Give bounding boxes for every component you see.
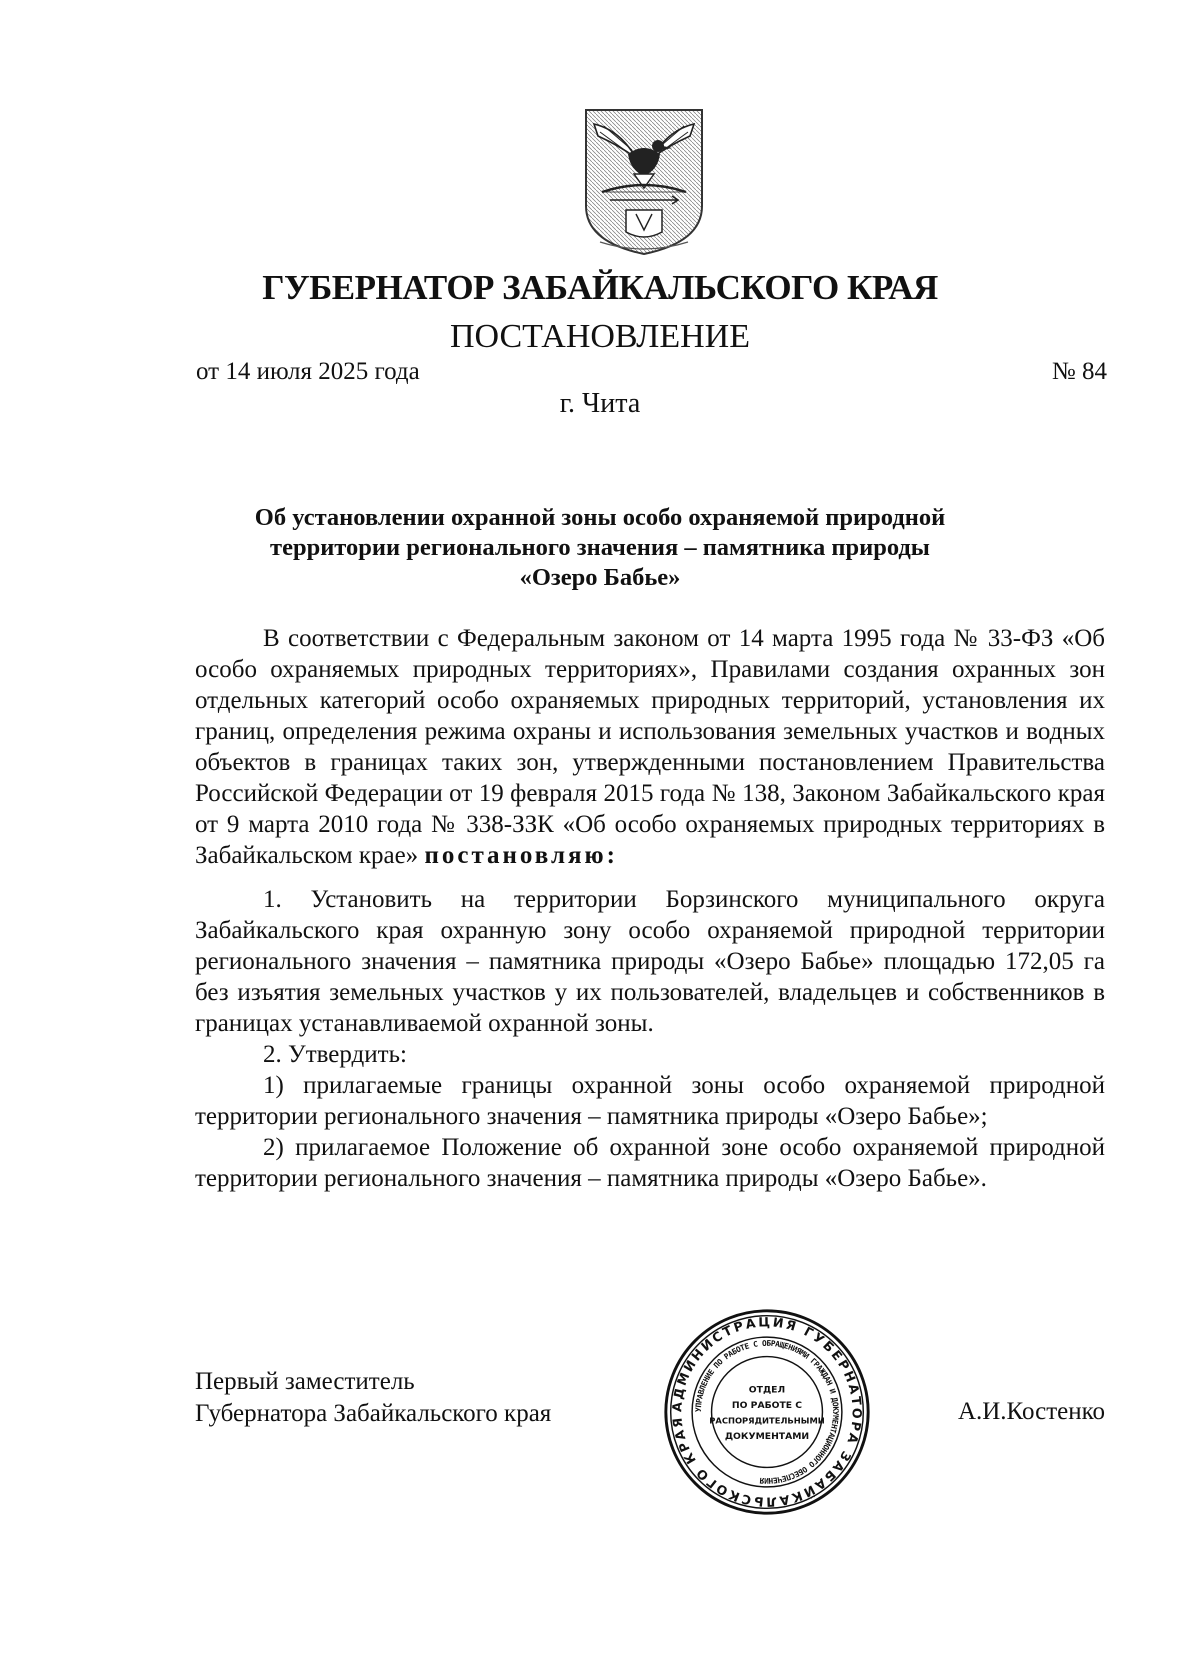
signer-position-line-1: Первый заместитель: [195, 1368, 415, 1395]
stamp-center-line-4: ДОКУМЕНТАМИ: [724, 1431, 810, 1443]
stamp-outer-text: АДМИНИСТРАЦИЯ ГУБЕРНАТОРА ЗАБАЙКАЛЬСКОГО КРАЯ: [669, 1314, 865, 1510]
signer-name: А.И.Костенко: [957, 1398, 1105, 1425]
title-line-3: «Озеро Бабье»: [519, 564, 681, 591]
title-line-1: Об установлении охранной зоны особо охраняемой природной: [254, 504, 946, 531]
stamp-center-line-2: ПО РАБОТЕ С: [731, 1400, 803, 1412]
document-type: ПОСТАНОВЛЕНИЕ: [449, 318, 751, 355]
title-line-2: территории регионального значения – памятника природы: [270, 534, 930, 561]
stamp-center-line-3: РАСПОРЯДИТЕЛЬНЫМИ: [709, 1415, 825, 1426]
item-2-1-paragraph: 1) прилагаемые границы охранной зоны особо охраняемой природной территории регионального значения – памятника природы «Озеро Бабье»;: [195, 1072, 1105, 1130]
signer-position-line-2: Губернатора Забайкальского края: [195, 1400, 552, 1427]
decree-colon: :: [606, 842, 618, 869]
document-title: [150, 503, 1050, 593]
preamble-text: В соответствии с Федеральным законом от 14 марта 1995 года № 33-ФЗ «Об особо охраняемых природных территориях», Правилами создания охранных зон отдельных категорий особо охраняемых природных территорий, установления их границ, определения режима охраны и использования земельных участков и водных объектов в границах таких зон, утвержденными постановлением Правительства Российской Федерации от 19 февраля 2015 года № 138, Законом Забайкальского края от 9 марта 2010 года № 338-ЗЗК «Об особо охраняемых природных территориях в Забайкальском крае»: [195, 625, 1105, 869]
stamp-ring-text: УПРАВЛЕНИЕ ПО РАБОТЕ С ОБРАЩЕНИЯМИ ГРАЖДАН И ДОКУМЕНТАЦИОННОГО ОБЕСПЕЧЕНИЯ: [693, 1338, 841, 1486]
document-number: № 84: [1051, 358, 1107, 385]
preamble-paragraph: [195, 623, 1105, 871]
signer-position: [195, 1366, 551, 1430]
document-body: [195, 623, 1105, 1194]
decree-word: постановляю: [424, 842, 607, 869]
coat-of-arms-icon: [580, 106, 708, 258]
item-1-paragraph: 1. Установить на территории Борзинского муниципального округа Забайкальского края охранную зону особо охраняемой природной территории регионального значения – памятника природы «Озеро Бабье» площадью 172,05 га без изъятия земельных участков у их пользователей, владельцев и собственников в границах устанавливаемой охранной зоны.: [195, 886, 1105, 1037]
stamp-center-line-1: ОТДЕЛ: [748, 1384, 786, 1396]
item-2-paragraph: 2. Утвердить:: [263, 1041, 407, 1068]
official-stamp: [660, 1305, 874, 1519]
svg-text:УПРАВЛЕНИЕ ПО РАБОТЕ С ОБРАЩЕН: [694, 1339, 840, 1485]
document-date: от 14 июля 2025 года: [196, 358, 420, 385]
authority-heading: ГУБЕРНАТОР ЗАБАЙКАЛЬСКОГО КРАЯ: [262, 268, 938, 307]
document-city: г. Чита: [559, 388, 641, 419]
item-2-2-paragraph: 2) прилагаемое Положение об охранной зоне особо охраняемой природной территории регионального значения – памятника природы «Озеро Бабье».: [195, 1134, 1105, 1192]
